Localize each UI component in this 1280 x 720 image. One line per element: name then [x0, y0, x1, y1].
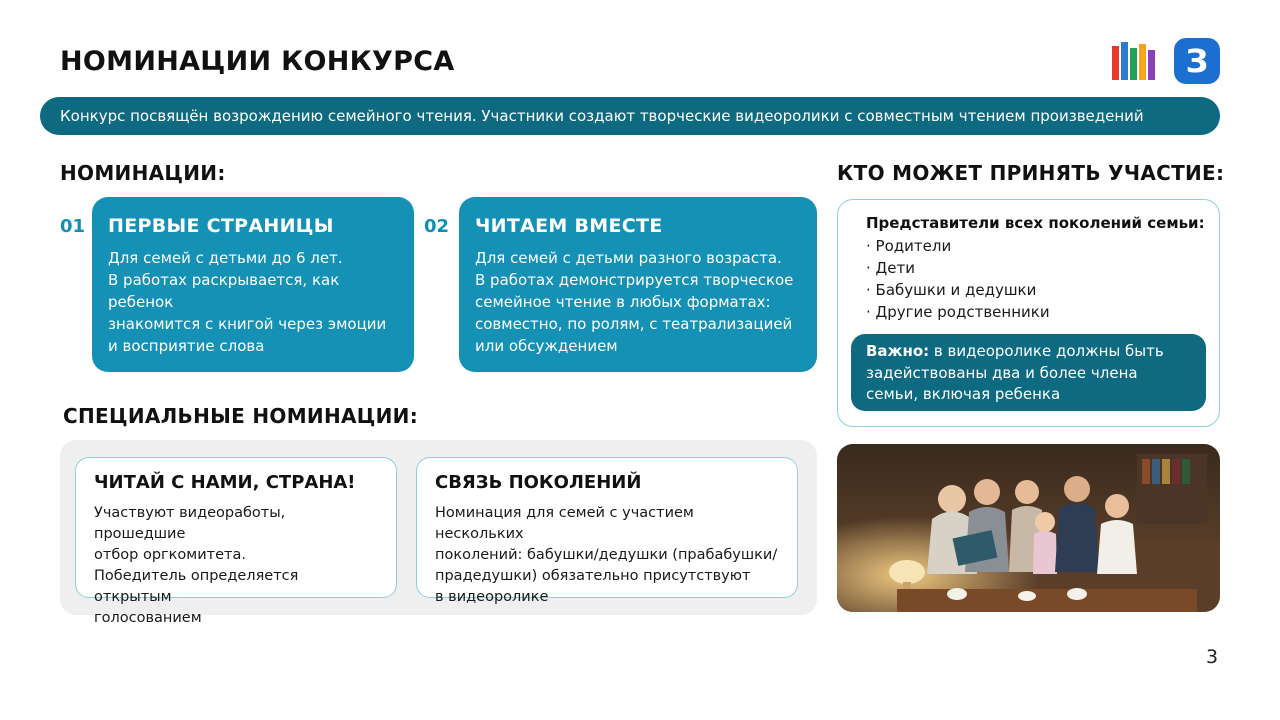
description-line: В работах демонстрируется творческое	[475, 271, 794, 289]
z-logo-icon: З	[1174, 38, 1220, 84]
participants-intro: Представители всех поколений семьи:	[866, 214, 1205, 232]
family-reading-photo	[837, 444, 1220, 612]
list-item: · Родители	[866, 235, 1050, 257]
important-label: Важно:	[866, 342, 930, 360]
nomination-number: 01	[60, 216, 86, 237]
special-nominations-heading: СПЕЦИАЛЬНЫЕ НОМИНАЦИИ:	[63, 404, 419, 428]
intro-banner: Конкурс посвящён возрождению семейного чтения. Участники создают творческие видеоролики с совместным чтением произведений	[40, 97, 1220, 135]
special-nominations-panel	[60, 440, 817, 626]
page-title: НОМИНАЦИИ КОНКУРСА	[60, 46, 455, 77]
nomination-title: ЧИТАЕМ ВМЕСТЕ	[475, 215, 663, 237]
description-line: семейное чтение в любых форматах:	[475, 293, 771, 311]
special-description	[435, 503, 779, 608]
special-title: СВЯЗЬ ПОКОЛЕНИЙ	[435, 472, 642, 493]
description-line: Участвуют видеоработы, прошедшие	[94, 505, 286, 542]
description-line: или обсуждением	[475, 337, 618, 355]
description-line: Для семей с детьми разного возраста.	[475, 249, 782, 267]
participants-heading: КТО МОЖЕТ ПРИНЯТЬ УЧАСТИЕ:	[837, 161, 1225, 185]
description-line: отбор оргкомитета.	[94, 547, 246, 563]
description-line: прадедушки) обязательно присутствуют	[435, 568, 751, 584]
rgdb-logo-icon	[1110, 40, 1158, 84]
nominations-heading: НОМИНАЦИИ:	[60, 161, 226, 185]
description-line: Номинация для семей с участием нескольких	[435, 505, 694, 542]
description-line: знакомится с книгой через эмоции	[108, 315, 387, 333]
description-line: Для семей с детьми до 6 лет.	[108, 249, 343, 267]
important-note	[851, 334, 1206, 411]
nomination-number: 02	[424, 216, 450, 237]
description-line: поколений: бабушки/дедушки (прабабушки/	[435, 547, 778, 563]
nomination-description	[108, 247, 398, 357]
list-item: · Бабушки и дедушки	[866, 279, 1050, 301]
description-line: Победитель определяется открытым	[94, 568, 299, 605]
list-item: · Дети	[866, 257, 1050, 279]
nomination-title: ПЕРВЫЕ СТРАНИЦЫ	[108, 215, 334, 237]
description-line: совместно, по ролям, с театрализацией	[475, 315, 793, 333]
description-line: и восприятие слова	[108, 337, 265, 355]
description-line: голосованием	[94, 610, 202, 626]
list-item: · Другие родственники	[866, 301, 1050, 323]
nomination-card-first-pages	[92, 197, 414, 372]
special-title: ЧИТАЙ С НАМИ, СТРАНА!	[94, 472, 356, 493]
special-card-read-with-us	[75, 457, 397, 626]
description-line: В работах раскрывается, как ребенок	[108, 271, 340, 311]
participants-list	[866, 235, 1050, 323]
participants-box	[837, 199, 1220, 427]
page-number: 3	[1206, 646, 1219, 668]
important-text: в видеоролике должны быть задействованы два и более члена семьи, включая ребенка	[866, 342, 1164, 403]
nomination-card-read-together	[459, 197, 817, 372]
description-line: в видеоролике	[435, 589, 549, 605]
nomination-description	[475, 247, 801, 357]
special-card-generations	[416, 457, 798, 605]
special-description	[94, 503, 378, 629]
